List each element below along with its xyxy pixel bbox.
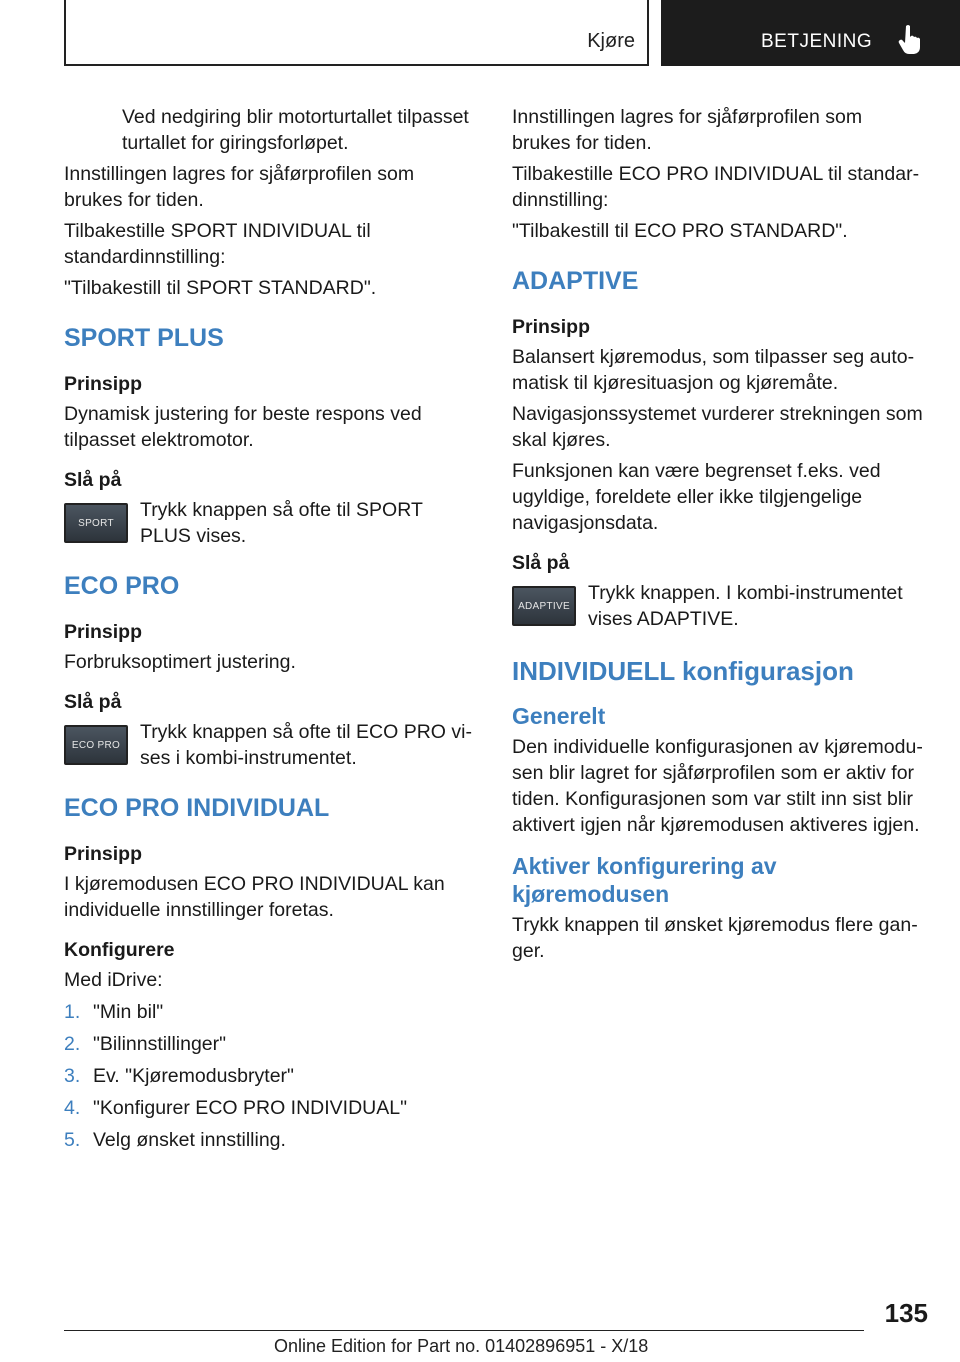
subheading-sla-pa: Slå på — [512, 552, 570, 574]
header-section-box — [64, 0, 649, 66]
subheading-prinsipp: Prinsipp — [64, 621, 143, 643]
section-title-sport-plus: SPORT PLUS — [64, 324, 224, 352]
subheading-prinsipp: Prinsipp — [64, 843, 143, 865]
instruction-row — [512, 580, 924, 632]
instruction-row — [64, 497, 476, 549]
paragraph: Balansert kjøremodus, som tilpasser seg automatisk til kjøresituasjon og kjøremåte. — [512, 346, 915, 394]
section-title-adaptive: ADAPTIVE — [512, 267, 639, 295]
pointing-hand-icon — [897, 24, 923, 54]
subheading-prinsipp: Prinsipp — [512, 316, 591, 338]
paragraph: "Tilbakestill til SPORT STANDARD". — [64, 277, 377, 299]
paragraph: Navigasjonssystemet vurderer strekningen som skal kjøres. — [512, 403, 923, 451]
paragraph: Innstillingen lagres for sjåførprofilen som brukes for tiden. — [512, 106, 863, 154]
paragraph: Dynamisk justering for beste respons ved tilpasset elektromotor. — [64, 403, 422, 451]
paragraph: Funksjonen kan være begrenset f.eks. ved ugyldige, foreldete eller ikke tilgjengelige navigasjonsdata. — [512, 460, 881, 534]
subheading-sla-pa: Slå på — [64, 691, 122, 713]
section-title-eco-pro: ECO PRO — [64, 572, 180, 600]
subsection-title-aktiver: Aktiver konfigurering av kjøremodusen — [512, 853, 777, 907]
left-column — [64, 104, 476, 1159]
instruction-text: Trykk knappen så ofte til SPORT PLUS vises. — [140, 499, 423, 547]
list-item: 4. "Konfigurer ECO PRO INDIVIDUAL" — [64, 1097, 408, 1119]
paragraph: Trykk knappen til ønsket kjøremodus flere ganger. — [512, 914, 918, 962]
subheading-konfigurere: Konfigurere — [64, 939, 175, 961]
instruction-text: Trykk knappen så ofte til ECO PRO vises i kombi-instrumentet. — [140, 721, 472, 769]
paragraph: Ved nedgiring blir motorturtallet tilpasset turtallet for giringsforløpet. — [122, 106, 469, 154]
section-title-eco-pro-individual: ECO PRO INDIVIDUAL — [64, 794, 330, 822]
header-section-label: Kjøre — [587, 30, 635, 52]
header-chapter-label: BETJENING — [761, 31, 873, 52]
list-item: 3. Ev. "Kjøremodusbryter" — [64, 1065, 294, 1087]
paragraph: Innstillingen lagres for sjåførprofilen som brukes for tiden. — [64, 163, 415, 211]
paragraph: "Tilbakestill til ECO PRO STANDARD". — [512, 220, 848, 242]
subsection-title-generelt: Generelt — [512, 703, 606, 729]
list-item: 1. "Min bil" — [64, 1001, 164, 1023]
header-chapter-box — [661, 0, 960, 66]
subheading-sla-pa: Slå på — [64, 469, 122, 491]
section-title-individuell: INDIVIDUELL konfigurasjon — [512, 656, 854, 686]
page-number: 135 — [884, 1298, 928, 1328]
paragraph: Tilbakestille SPORT INDIVIDUAL til standardinnstilling: — [64, 220, 371, 268]
footer-divider — [64, 1330, 864, 1331]
paragraph: Forbruksoptimert justering. — [64, 651, 296, 673]
subheading-prinsipp: Prinsipp — [64, 373, 143, 395]
list-item: 2. "Bilinnstillinger" — [64, 1033, 227, 1055]
right-column — [512, 104, 924, 969]
instruction-row — [64, 719, 476, 771]
list-item: 5. Velg ønsket innstilling. — [64, 1129, 286, 1151]
paragraph: Tilbakestille ECO PRO INDIVIDUAL til standardinnstilling: — [512, 163, 920, 211]
footer-edition: Online Edition for Part no. 01402896951 - X/18 — [274, 1336, 649, 1356]
sport-button-image: SPORT — [64, 503, 128, 543]
eco-pro-button-image: ECO PRO — [64, 725, 128, 765]
paragraph: Den individuelle konfigurasjonen av kjøremodusen blir lagret for sjåførprofilen som er aktiv for tiden. Konfigurasjonen som var stilt inn sist blir aktivert igjen når kjøremodusen aktiveres igjen. — [512, 736, 923, 836]
instruction-text: Trykk knappen. I kombi-instrumentet vises ADAPTIVE. — [588, 582, 903, 630]
adaptive-button-image: ADAPTIVE — [512, 586, 576, 626]
paragraph: Med iDrive: — [64, 969, 163, 991]
paragraph: I kjøremodusen ECO PRO INDIVIDUAL kan individuelle innstillinger foretas. — [64, 873, 445, 921]
steps-list — [64, 999, 476, 1153]
